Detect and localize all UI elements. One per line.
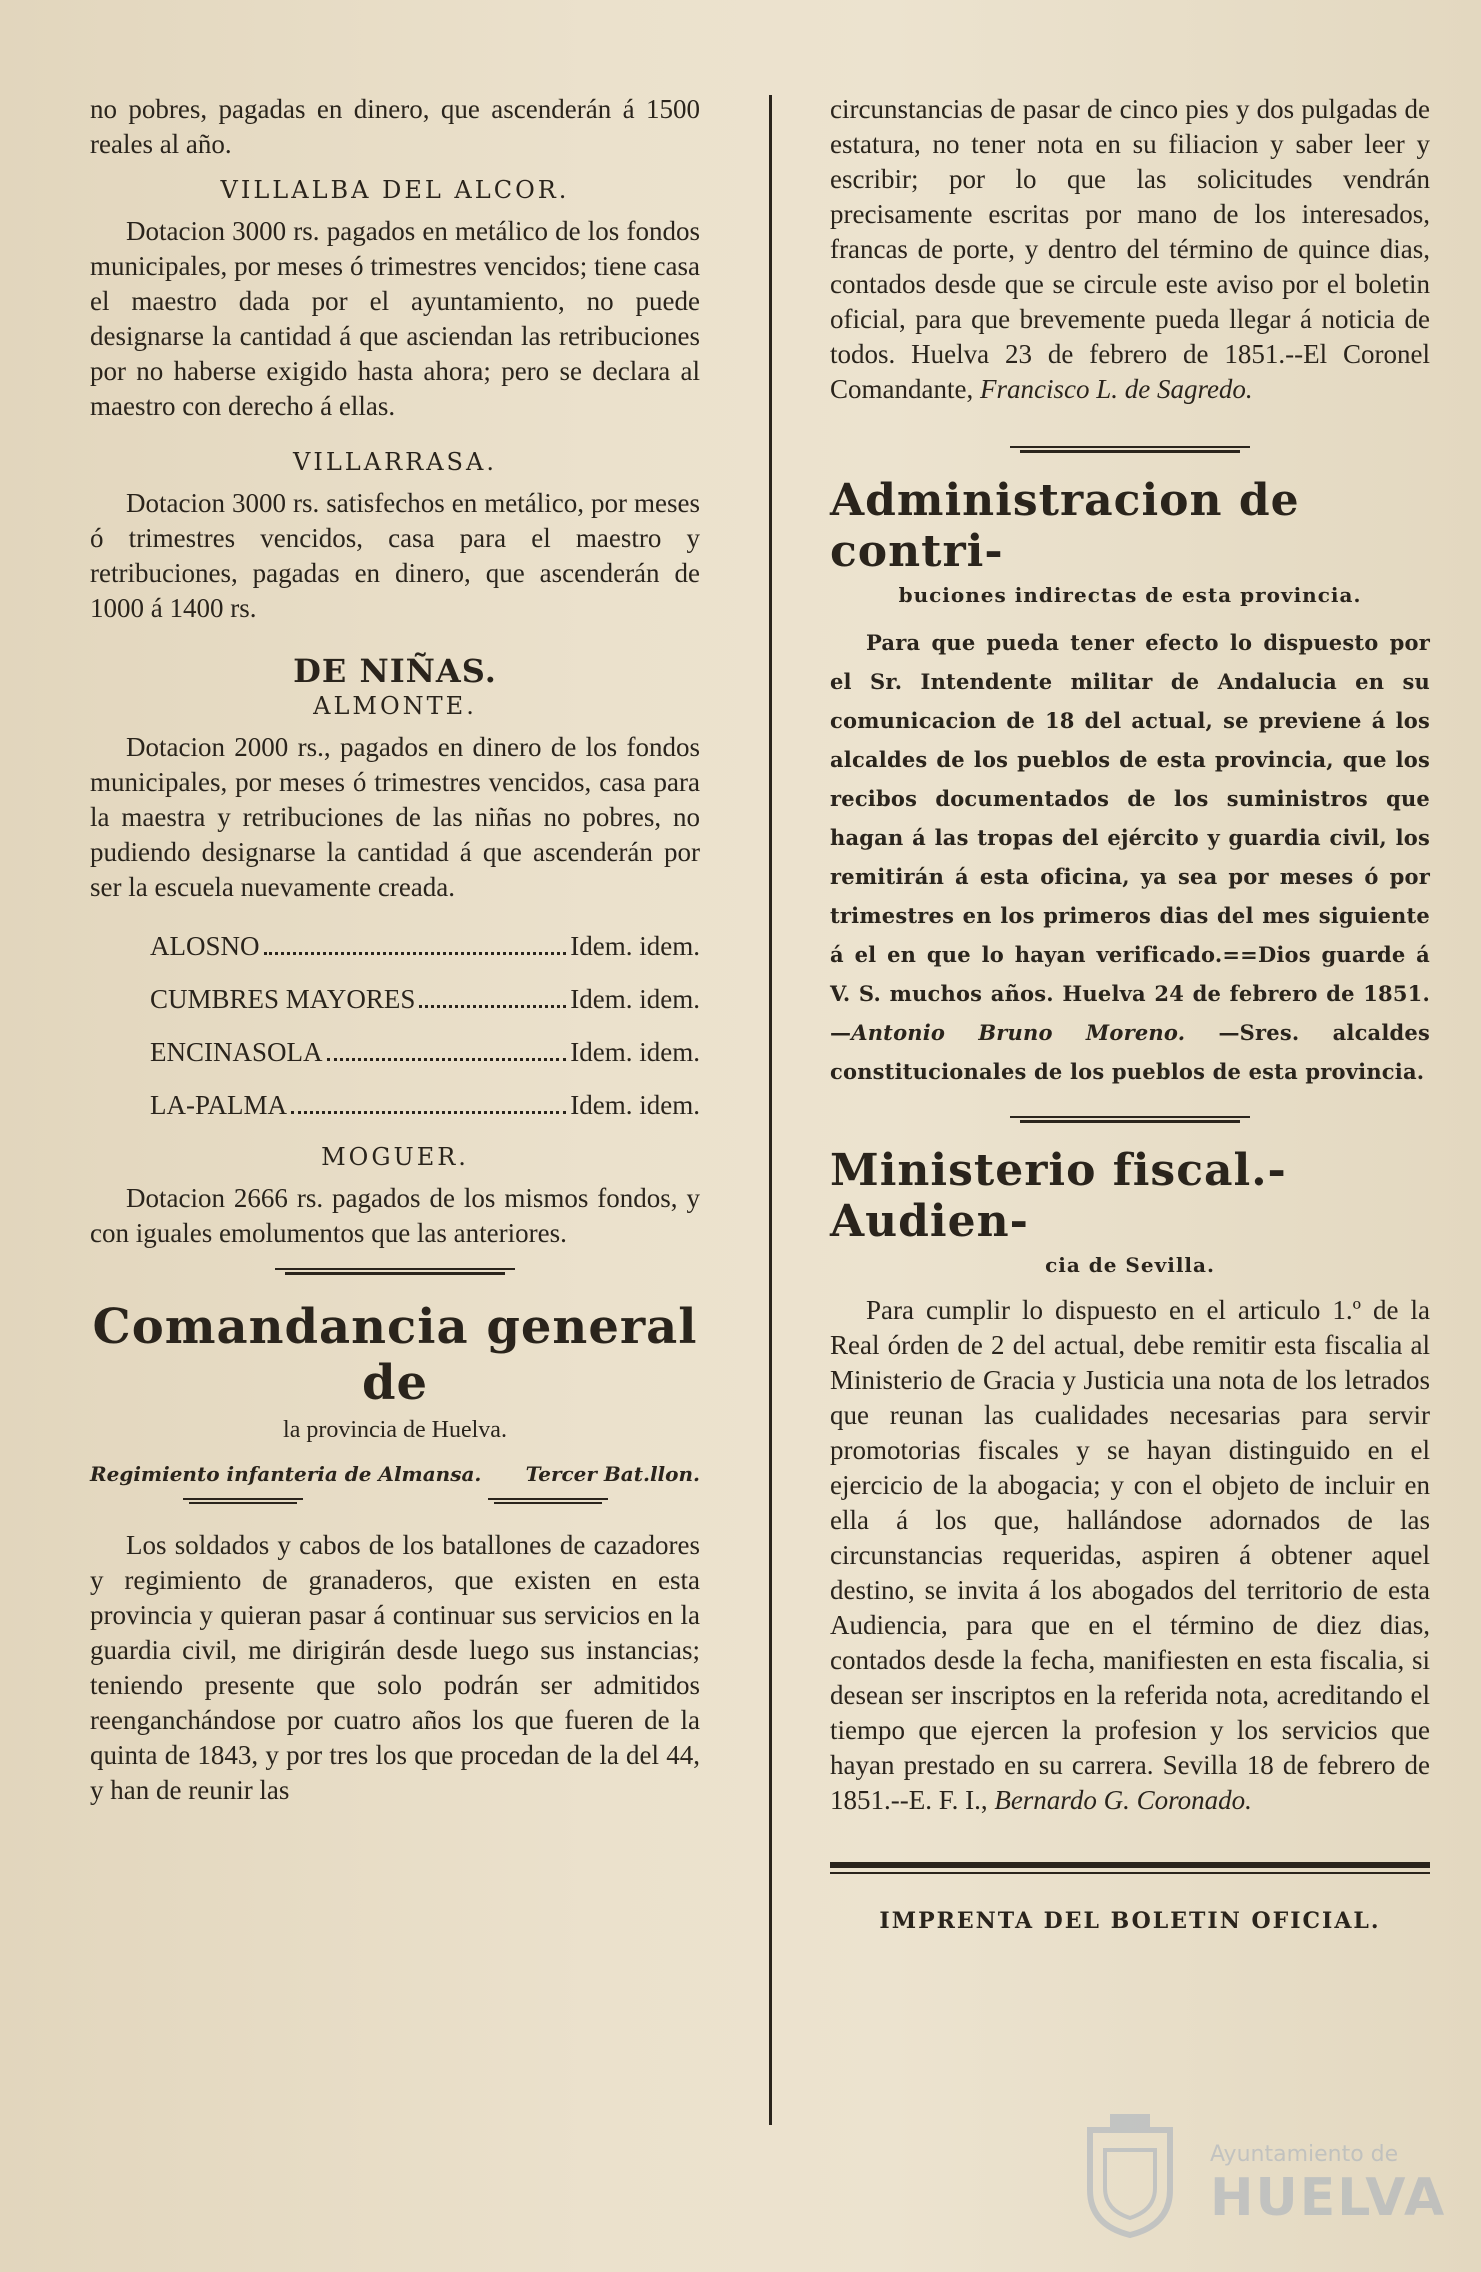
- idem-text: Idem. idem.: [570, 1037, 700, 1067]
- signature-coronado: Bernardo G. Coronado.: [994, 1785, 1252, 1815]
- town-name: ENCINASOLA: [150, 1037, 323, 1067]
- ministerio-text: Para cumplir lo dispuesto en el articulo 1.º de la Real órden de 2 del actual, debe remitir esta fiscalia al Ministerio de Gracia y Justicia una nota de los letrados que reunan las cualidades necesarias para servir promotorias fiscales y se hayan distinguido en el ejercicio de la abogacia; y con el objeto de incluir en ella á los que, hallándose adornados de las circunstancias requeridas, aspiren á obtener aquel destino, se invita á los abogados del territorio de esta Audiencia, para que en el término de diez dias, contados desde la fecha, manifiesten en esta fiscalia, si desean ser inscriptos en la referida nota, acreditando el tiempo que ejercen la profesion y los servicios que hayan prestado en su carrera. Sevilla 18 de febrero de 1851.--E. F. I., Bernardo G. Coronado.: [830, 1295, 1430, 1815]
- short-rule-ornament: [183, 1496, 303, 1506]
- almonte-text: Dotacion 2000 rs., pagados en dinero de los fondos municipales, por meses ó trimestres vencidos, casa para la maestra y retribuciones de las niñas no pobres, no pudiendo designarse la cantidad á que ascenderán por ser la escuela nuevamente creada.: [90, 732, 700, 902]
- leader-dots: [291, 1111, 566, 1114]
- battalion-name: Tercer Bat.llon.: [525, 1462, 700, 1486]
- villarrasa-title: VILLARRASA.: [293, 448, 497, 476]
- town-name: CUMBRES MAYORES: [150, 984, 416, 1014]
- section-divider-ornament: [275, 1265, 515, 1279]
- imprint-line: IMPRENTA DEL BOLETIN OFICIAL.: [879, 1908, 1381, 1934]
- leader-dots: [264, 952, 567, 955]
- signature-sagredo: Francisco L. de Sagredo.: [979, 374, 1253, 404]
- footer-rule-thick: [830, 1862, 1430, 1868]
- administracion-subhead: buciones indirectas de esta provincia.: [898, 583, 1362, 607]
- comandancia-text: Los soldados y cabos de los batallones de cazadores y regimiento de granaderos, que existen en esta provincia y quieran pasar á continuar sus servicios en la guardia civil, me dirigirán desde luego sus instancias; teniendo presente que solo podrán ser admitidos reenganchándose por cuatro años los que fueren de la quinta de 1843, y por tres los que procedan de la del 44, y han de reunir las: [90, 1530, 700, 1805]
- regiment-name: Regimiento infanteria de Almansa.: [90, 1462, 482, 1486]
- coat-of-arms-icon: [1070, 2110, 1190, 2240]
- ninas-title: DE NIÑAS.: [293, 652, 497, 690]
- short-rule-ornament: [488, 1496, 608, 1506]
- left-column: [90, 92, 700, 1808]
- section-divider-ornament: [1010, 1113, 1250, 1127]
- moguer-text: Dotacion 2666 rs. pagados de los mismos fondos, y con iguales emolumentos que las anteriores.: [90, 1183, 700, 1248]
- watermark-logo: [1070, 2110, 1447, 2240]
- regiment-rules: [90, 1496, 700, 1506]
- ministerio-headline: Ministerio fiscal.-Audien-: [830, 1145, 1287, 1247]
- almonte-title: ALMONTE.: [313, 692, 477, 720]
- comandancia-continuation: circunstancias de pasar de cinco pies y dos pulgadas de estatura, no tener nota en su filiacion y saber leer y escribir; por lo que las solicitudes vendrán precisamente escritas por mano de los interesados, francas de porte, y dentro del término de quince dias, contados desde que se circule este aviso por el boletin oficial, para que brevemente pueda llegar á noticia de todos. Huelva 23 de febrero de 1851.--El Coronel Comandante, Francisco L. de Sagredo.: [830, 94, 1430, 404]
- ministerio-subhead: cia de Sevilla.: [1045, 1253, 1215, 1277]
- administracion-headline: Administracion de contri-: [830, 475, 1300, 577]
- idem-text: Idem. idem.: [570, 931, 700, 961]
- footer-rule-thin: [830, 1872, 1430, 1874]
- idem-text: Idem. idem.: [570, 984, 700, 1014]
- section-divider-ornament: [1010, 443, 1250, 457]
- idem-row: [150, 931, 700, 962]
- column-divider: [769, 95, 772, 2125]
- intro-paragraph: no pobres, pagadas en dinero, que ascenderán á 1500 reales al año.: [90, 94, 700, 159]
- comandancia-subhead: la provincia de Huelva.: [283, 1417, 507, 1443]
- idem-row: [150, 1037, 700, 1068]
- villarrasa-text: Dotacion 3000 rs. satisfechos en metálico, por meses ó trimestres vencidos, casa para el maestro y retribuciones, pagadas en dinero, que ascenderán de 1000 á 1400 rs.: [90, 488, 700, 623]
- administracion-text: Para que pueda tener efecto lo dispuesto por el Sr. Intendente militar de Andalucia en su comunicacion de 18 del actual, se previene á los alcaldes de los pueblos de esta provincia, que los recibos documentados de los suministros que hagan á las tropas del ejército y guardia civil, los remitirán á esta oficina, ya sea por meses ó por trimestres en los primeros dias del mes siguiente á el en que lo hayan verificado.==Dios guarde á V. S. muchos años. Huelva 24 de febrero de 1851.—Antonio Bruno Moreno. —Sres. alcaldes constitucionales de los pueblos de esta provincia.: [830, 630, 1431, 1084]
- town-name: ALOSNO: [150, 931, 260, 961]
- leader-dots: [419, 1005, 566, 1008]
- villalba-title: VILLALBA DEL ALCOR.: [220, 176, 570, 204]
- watermark-line2: HUELVA: [1210, 2168, 1447, 2228]
- idem-row: [150, 1090, 700, 1121]
- watermark-line1: Ayuntamiento de: [1210, 2142, 1399, 2167]
- leader-dots: [327, 1058, 567, 1061]
- regiment-line: [90, 1462, 700, 1486]
- moguer-title: MOGUER.: [321, 1143, 469, 1171]
- idem-text: Idem. idem.: [570, 1090, 700, 1120]
- administracion-addressee: —Sres. alcaldes constitucionales de los pueblos de esta provincia.: [830, 1020, 1431, 1084]
- right-column: [830, 92, 1430, 1934]
- idem-row: [150, 984, 700, 1015]
- comandancia-headline: Comandancia general de: [92, 1299, 698, 1411]
- signature-moreno: Antonio Bruno Moreno.: [851, 1020, 1186, 1045]
- villalba-text: Dotacion 3000 rs. pagados en metálico de los fondos municipales, por meses ó trimestres vencidos; tiene casa el maestro dada por el ayuntamiento, no puede designarse la cantidad á que asciendan las retribuciones por no haberse exigido hasta ahora; pero se declara al maestro con derecho á ellas.: [90, 216, 700, 421]
- town-name: LA-PALMA: [150, 1090, 288, 1120]
